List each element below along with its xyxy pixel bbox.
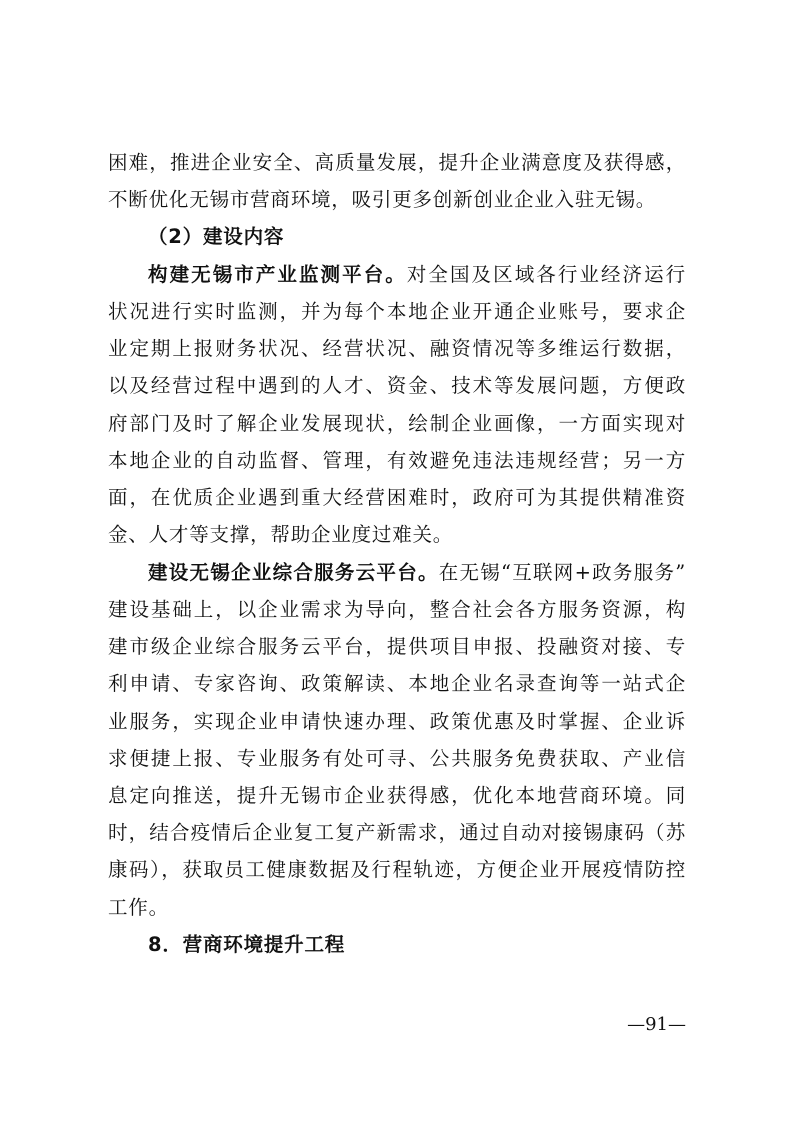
- text-line: 时，结合疫情后企业复工复产新需求，通过自动对接锡康码（苏: [108, 821, 686, 845]
- text-line: 业定期上报财务状况、经营状况、融资情况等多维运行数据，: [108, 337, 686, 361]
- paragraph-monitoring-platform: [108, 256, 686, 554]
- text-line: 建设基础上，以企业需求为导向，整合社会各方服务资源，构: [108, 597, 686, 621]
- text-line: 面，在优质企业遇到重大经营困难时，政府可为其提供精准资: [108, 486, 686, 510]
- paragraph-cloud-platform: [108, 554, 686, 926]
- text-line: 困难，推进企业安全、高质量发展，提升企业满意度及获得感，: [108, 151, 686, 174]
- text-line: 以及经营过程中遇到的人才、资金、技术等发展问题，方便政: [108, 374, 686, 398]
- text-line: 利申请、专家咨询、政策解读、本地企业名录查询等一站式企: [108, 672, 686, 696]
- text-line: 求便捷上报、专业服务有处可寻、公共服务免费获取、产业信: [108, 746, 686, 770]
- text-run: 在无锡“互联网+政务服务”: [438, 560, 686, 584]
- text-line: [108, 554, 686, 591]
- page-number: —91—: [627, 1014, 686, 1035]
- paragraph-intro: [108, 144, 686, 218]
- paragraph-lead: 构建无锡市产业监测平台。: [148, 262, 407, 286]
- text-run: 对全国及区域各行业经济运行: [406, 262, 686, 286]
- text-line: 金、人才等支撑，帮助企业度过难关。: [108, 523, 454, 547]
- text-line: 府部门及时了解企业发展现状，绘制企业画像，一方面实现对: [108, 411, 686, 435]
- text-line: 工作。: [108, 895, 169, 919]
- text-line: 不断优化无锡市营商环境，吸引更多创新创业企业入驻无锡。: [108, 188, 657, 212]
- text-line: 本地企业的自动监督、管理，有效避免违法违规经营；另一方: [108, 448, 686, 472]
- next-section-heading: 8．营商环境提升工程: [148, 932, 346, 956]
- page-body: [108, 144, 686, 963]
- text-line: 状况进行实时监测，并为每个本地企业开通企业账号，要求企: [108, 299, 686, 323]
- text-line: 康码），获取员工健康数据及行程轨迹，方便企业开展疫情防控: [108, 858, 686, 882]
- text-line: [108, 256, 686, 293]
- section-heading: （2）建设内容: [148, 225, 285, 249]
- text-line: 息定向推送，提升无锡市企业获得感，优化本地营商环境。同: [108, 783, 686, 807]
- text-line: 建市级企业综合服务云平台，提供项目申报、投融资对接、专: [108, 635, 686, 659]
- text-line: 业服务，实现企业申请快速办理、政策优惠及时掌握、企业诉: [108, 709, 686, 733]
- paragraph-lead: 建设无锡企业综合服务云平台。: [148, 560, 439, 584]
